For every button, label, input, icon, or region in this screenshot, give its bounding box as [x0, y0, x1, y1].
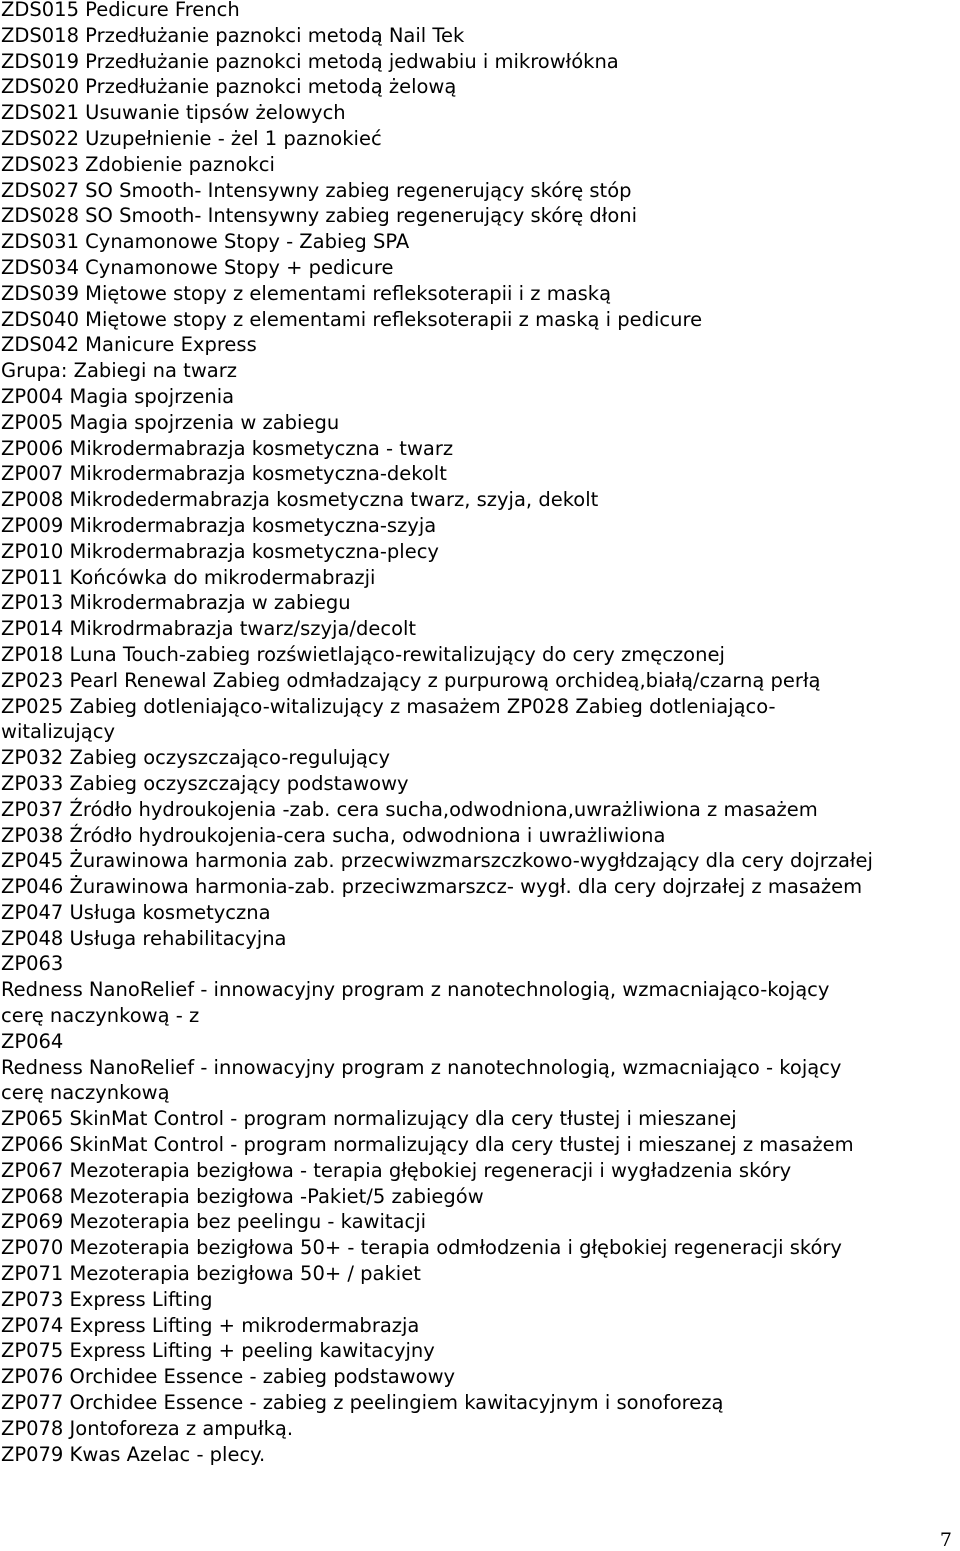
list-line: ZP070 Mezoterapia bezigłowa 50+ - terapia odmłodzenia i głębokiej regeneracji skóry — [1, 1236, 842, 1260]
list-line: ZP067 Mezoterapia bezigłowa - terapia głębokiej regeneracji i wygładzenia skóry — [1, 1158, 792, 1182]
list-line: ZDS023 Zdobienie paznokci — [1, 152, 275, 176]
list-line: ZP038 Źródło hydroukojenia-cera sucha, odwodniona i uwrażliwiona — [1, 823, 666, 847]
list-line: ZDS015 Pedicure French — [1, 0, 240, 21]
list-line: ZDS020 Przedłużanie paznokci metodą żelową — [1, 75, 457, 99]
page-number: 7 — [939, 1529, 952, 1551]
list-line: ZDS028 SO Smooth- Intensywny zabieg regenerujący skórę dłoni — [1, 204, 638, 228]
list-line: ZP066 SkinMat Control - program normalizujący dla cery tłustej i mieszanej z masażem — [1, 1133, 854, 1157]
list-line: ZP069 Mezoterapia bez peelingu - kawitacji — [1, 1210, 427, 1234]
list-line: ZP076 Orchidee Essence - zabieg podstawowy — [1, 1365, 456, 1389]
list-line: ZP013 Mikrodermabrazja w zabiegu — [1, 591, 351, 615]
list-line: ZP023 Pearl Renewal Zabieg odmładzający z purpurową orchideą,białą/czarną perłą — [1, 668, 821, 692]
list-line: ZP048 Usługa rehabilitacyjna — [1, 926, 287, 950]
list-line: Grupa: Zabiegi na twarz — [1, 359, 237, 383]
list-line: ZP032 Zabieg oczyszczająco-regulujący — [1, 746, 391, 770]
list-line: ZP073 Express Lifting — [1, 1287, 213, 1311]
list-line: ZP007 Mikrodermabrazja kosmetyczna-dekolt — [1, 462, 447, 486]
list-line: ZP010 Mikrodermabrazja kosmetyczna-plecy — [1, 539, 439, 563]
list-line: ZP014 Mikrodrmabrazja twarz/szyja/decolt — [1, 617, 417, 641]
list-line: cerę naczynkową — [1, 1081, 170, 1105]
list-line: ZP037 Źródło hydroukojenia -zab. cera sucha,odwodniona,uwrażliwiona z masażem — [1, 797, 818, 821]
service-list — [1, 0, 959, 1467]
list-line: ZDS034 Cynamonowe Stopy + pedicure — [1, 255, 394, 279]
list-line: ZP077 Orchidee Essence - zabieg z peelingiem kawitacyjnym i sonoforezą — [1, 1391, 724, 1415]
list-line: ZP068 Mezoterapia bezigłowa -Pakiet/5 zabiegów — [1, 1184, 484, 1208]
list-line: ZP079 Kwas Azelac - plecy. — [1, 1442, 266, 1466]
list-line: ZDS042 Manicure Express — [1, 333, 257, 357]
list-line: ZDS019 Przedłużanie paznokci metodą jedwabiu i mikrowłókna — [1, 49, 619, 73]
list-line: ZP004 Magia spojrzenia — [1, 384, 235, 408]
list-line: ZDS018 Przedłużanie paznokci metodą Nail Tek — [1, 23, 465, 47]
list-line: ZP025 Zabieg dotleniająco-witalizujący z masażem ZP028 Zabieg dotleniająco- — [1, 694, 776, 718]
list-line: Redness NanoRelief - innowacyjny program z nanotechnologią, wzmacniająco-kojący — [1, 978, 830, 1002]
list-line: ZP006 Mikrodermabrazja kosmetyczna - twarz — [1, 436, 454, 460]
list-line: ZP018 Luna Touch-zabieg rozświetlająco-rewitalizujący do cery zmęczonej — [1, 642, 725, 666]
list-line: Redness NanoRelief - innowacyjny program z nanotechnologią, wzmacniająco - kojący — [1, 1055, 842, 1079]
list-line: ZP005 Magia spojrzenia w zabiegu — [1, 410, 340, 434]
list-line: cerę naczynkową - z — [1, 1004, 200, 1028]
list-line: ZDS021 Usuwanie tipsów żelowych — [1, 101, 346, 125]
list-line: ZDS027 SO Smooth- Intensywny zabieg regenerujący skórę stóp — [1, 178, 632, 202]
list-line: ZP008 Mikrodedermabrazja kosmetyczna twarz, szyja, dekolt — [1, 488, 599, 512]
list-line: ZDS040 Miętowe stopy z elementami refleksoterapii z maską i pedicure — [1, 307, 703, 331]
list-line: ZP045 Żurawinowa harmonia zab. przecwiwzmarszczkowo-wygłdzający dla cery dojrzałej — [1, 849, 873, 873]
list-line: ZP071 Mezoterapia bezigłowa 50+ / pakiet — [1, 1262, 421, 1286]
list-line: ZP064 — [1, 1029, 64, 1053]
list-line: ZP046 Żurawinowa harmonia-zab. przeciwzmarszcz- wygł. dla cery dojrzałej z masażem — [1, 875, 863, 899]
list-line: ZDS022 Uzupełnienie - żel 1 paznokieć — [1, 126, 382, 150]
list-line: witalizujący — [1, 720, 116, 744]
list-line: ZP078 Jontoforeza z ampułką. — [1, 1416, 294, 1440]
list-line: ZP009 Mikrodermabrazja kosmetyczna-szyja — [1, 513, 437, 537]
list-line: ZP074 Express Lifting + mikrodermabrazja — [1, 1313, 420, 1337]
list-line: ZP047 Usługa kosmetyczna — [1, 900, 271, 924]
list-line: ZDS039 Miętowe stopy z elementami refleksoterapii i z maską — [1, 281, 612, 305]
list-line: ZP063 — [1, 952, 64, 976]
list-line: ZDS031 Cynamonowe Stopy - Zabieg SPA — [1, 230, 410, 254]
list-line: ZP033 Zabieg oczyszczający podstawowy — [1, 771, 409, 795]
list-line: ZP065 SkinMat Control - program normalizujący dla cery tłustej i mieszanej — [1, 1107, 737, 1131]
list-line: ZP075 Express Lifting + peeling kawitacyjny — [1, 1339, 435, 1363]
list-line: ZP011 Końcówka do mikrodermabrazji — [1, 565, 376, 589]
